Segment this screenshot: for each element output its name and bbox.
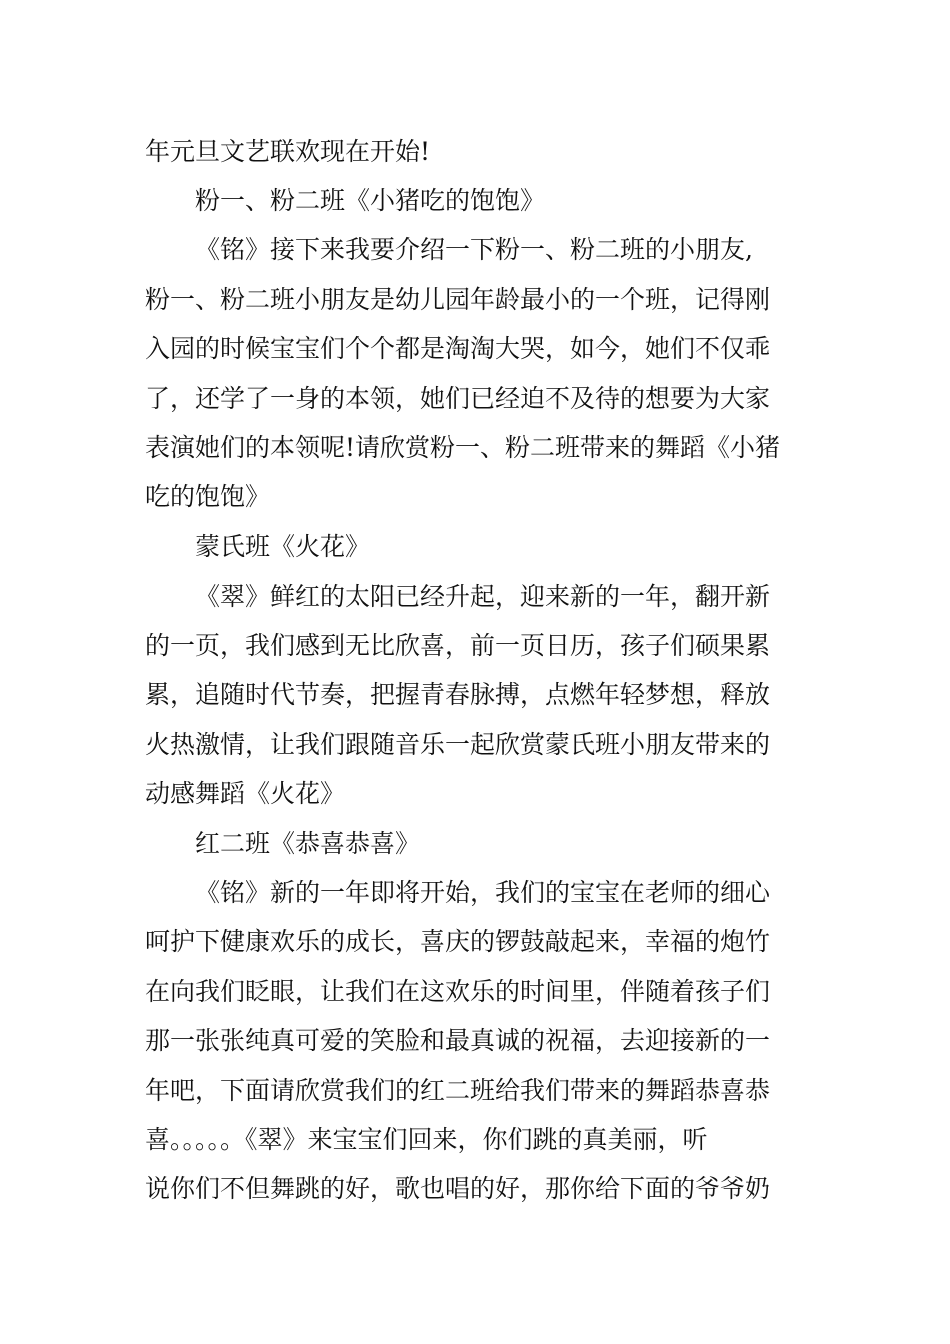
- text-line: 年吧，下面请欣赏我们的红二班给我们带来的舞蹈恭喜恭: [145, 1076, 771, 1105]
- text-line: 《铭》新的一年即将开始，我们的宝宝在老师的细心: [195, 878, 771, 907]
- text-line: 的一页，我们感到无比欣喜，前一页日历，孩子们硕果累: [145, 631, 771, 660]
- text-line: 喜。。。。。《翠》来宝宝们回来，你们跳的真美丽，听: [145, 1125, 708, 1154]
- section-heading: 粉一、粉二班《小猪吃的饱饱》: [195, 186, 546, 215]
- text-line: 吃的饱饱》: [145, 482, 271, 511]
- text-line: 呵护下健康欢乐的成长，喜庆的锣鼓敲起来，幸福的炮竹: [145, 927, 771, 956]
- text-line: 年元旦文艺联欢现在开始!: [145, 137, 431, 166]
- text-line: 在向我们眨眼，让我们在这欢乐的时间里，伴随着孩子们: [145, 977, 771, 1006]
- text-line: 《铭》接下来我要介绍一下粉一、粉二班的小朋友,: [195, 235, 753, 264]
- text-line: 说你们不但舞跳的好，歌也唱的好，那你给下面的爷爷奶: [145, 1174, 771, 1203]
- text-line: 那一张张纯真可爱的笑脸和最真诚的祝福，去迎接新的一: [145, 1026, 771, 1055]
- text-line: 表演她们的本领呢!请欣赏粉一、粉二班带来的舞蹈《小猪: [145, 433, 781, 462]
- text-line: 动感舞蹈《火花》: [145, 779, 346, 808]
- section-heading: 蒙氏班《火花》: [195, 532, 371, 561]
- section-heading: 红二班《恭喜恭喜》: [195, 829, 421, 858]
- text-line: 粉一、粉二班小朋友是幼儿园年龄最小的一个班，记得刚: [145, 285, 771, 314]
- text-line: 累，追随时代节奏，把握青春脉搏，点燃年轻梦想，释放: [145, 680, 771, 709]
- text-line: 火热激情，让我们跟随音乐一起欣赏蒙氏班小朋友带来的: [145, 730, 771, 759]
- text-line: 《翠》鲜红的太阳已经升起，迎来新的一年，翻开新: [195, 582, 771, 611]
- text-line: 入园的时候宝宝们个个都是淘淘大哭，如今，她们不仅乖: [145, 334, 771, 363]
- text-line: 了，还学了一身的本领，她们已经迫不及待的想要为大家: [145, 384, 771, 413]
